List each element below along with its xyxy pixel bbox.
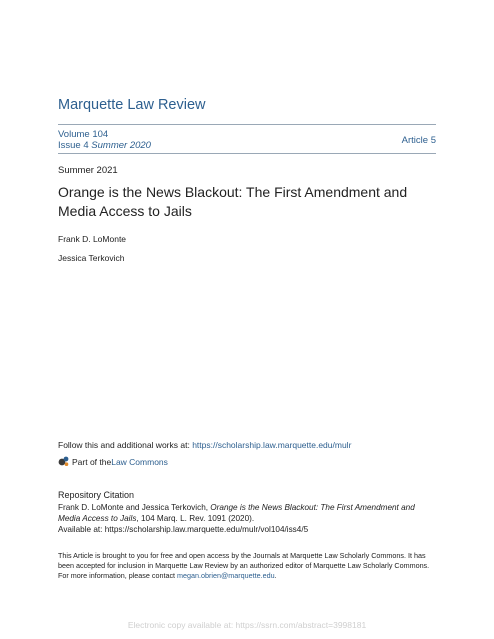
volume-link[interactable]: Volume 104 bbox=[58, 129, 109, 140]
publication-date: Summer 2021 bbox=[58, 165, 118, 176]
ssrn-footer: Electronic copy available at: https://ssrn.com/abstract=3998181 bbox=[127, 620, 367, 630]
open-access-notice bbox=[58, 551, 438, 581]
citation-title: Orange is the News Blackout: The First Amendment and Media Access to Jails bbox=[58, 503, 415, 523]
follow-prefix: Follow this and additional works at: bbox=[58, 440, 193, 450]
citation-available-url: https://scholarship.law.marquette.edu/mulr/vol104/iss4/5 bbox=[104, 525, 309, 534]
notice-end: . bbox=[274, 571, 277, 580]
follow-url-link[interactable]: https://scholarship.law.marquette.edu/mulr bbox=[192, 440, 352, 450]
part-of-line bbox=[58, 456, 168, 467]
journal-title-link[interactable]: Marquette Law Review bbox=[58, 97, 206, 113]
citation-authors: Frank D. LoMonte and Jessica Terkovich, bbox=[58, 503, 211, 512]
issue-season: Summer 2020 bbox=[91, 140, 151, 151]
part-of-prefix: Part of the bbox=[72, 456, 112, 467]
citation-suffix: , 104 Marq. L. Rev. 1091 (2020). bbox=[136, 514, 255, 523]
top-divider bbox=[58, 124, 436, 125]
citation-available-prefix: Available at: bbox=[58, 525, 105, 534]
notice-text: This Article is brought to you for free and open access by the Journals at Marquette Law Scholarly Commons. It has been accepted for inclusion in Marquette Law Review by an authorized editor of Marquette Law Scholarly Commons. For more information, please contact bbox=[58, 551, 430, 580]
bottom-divider bbox=[58, 153, 436, 154]
article-title: Orange is the News Blackout: The First Amendment and Media Access to Jails bbox=[58, 184, 408, 219]
repository-citation-heading: Repository Citation bbox=[58, 490, 135, 500]
author-name: Frank D. LoMonte bbox=[58, 234, 127, 244]
article-number-link[interactable]: Article 5 bbox=[401, 135, 436, 146]
repository-citation bbox=[58, 502, 438, 535]
contact-email-link[interactable]: megan.obrien@marquette.edu bbox=[177, 571, 275, 580]
issue-link[interactable] bbox=[58, 140, 151, 151]
law-commons-link[interactable]: Law Commons bbox=[111, 456, 168, 467]
follow-line bbox=[58, 440, 351, 450]
bepress-network-icon bbox=[58, 456, 69, 467]
issue-label: Issue 4 bbox=[58, 140, 89, 151]
volume-issue bbox=[58, 129, 151, 151]
journal-title[interactable] bbox=[58, 97, 206, 113]
author-name: Jessica Terkovich bbox=[58, 253, 125, 263]
